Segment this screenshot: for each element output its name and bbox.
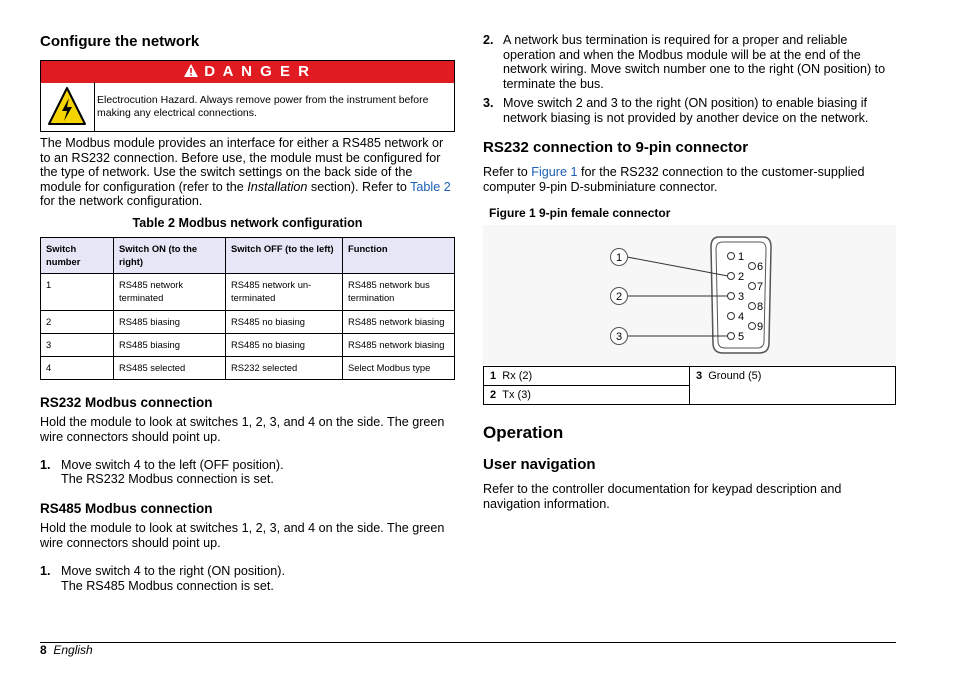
table-cell: RS485 network bus termination: [343, 274, 455, 311]
pin-label-9: 9: [757, 321, 764, 333]
pin-3-hole: [728, 293, 735, 300]
legend-cell: [484, 367, 690, 386]
legend-row: [484, 367, 896, 386]
pin-label-5: 5: [738, 331, 745, 343]
user-navigation-paragraph: Refer to the controller documentation for keypad description and navigation information.: [483, 482, 842, 511]
table-row: [41, 357, 455, 380]
table-cell: RS485 selected: [114, 357, 226, 380]
table-cell: RS485 biasing: [114, 334, 226, 357]
table-cell: RS485 no biasing: [226, 311, 343, 334]
table-row: [41, 334, 455, 357]
connector-figure: [483, 225, 896, 365]
modbus-config-table: [40, 237, 455, 380]
danger-bar: [41, 61, 454, 83]
rs232-step-number: 1.: [40, 458, 51, 472]
step3-text: Move switch 2 and 3 to the right (ON position) to enable biasing if network biasing is not provided by another device on the network.: [503, 96, 869, 125]
pin-label-4: 4: [738, 311, 745, 323]
figure1-link[interactable]: Figure 1: [531, 165, 578, 179]
step2-number: 2.: [483, 33, 494, 47]
operation-heading: Operation: [483, 423, 564, 442]
page-number: 8: [40, 643, 47, 657]
table-header: Switch ON (to the right): [114, 238, 226, 274]
callout-label-2: 2: [615, 291, 623, 303]
table-cell: RS485 biasing: [114, 311, 226, 334]
table-cell: 3: [41, 334, 114, 357]
legend-number: 1: [490, 370, 497, 382]
table2-link[interactable]: Table 2: [410, 179, 451, 194]
table-cell: RS485 no biasing: [226, 334, 343, 357]
user-navigation-heading: User navigation: [483, 456, 596, 473]
table-cell: 1: [41, 274, 114, 311]
table-cell: RS485 network biasing: [343, 334, 455, 357]
table-row: [41, 311, 455, 334]
electric-hazard-cell: [41, 82, 95, 131]
pin-1-hole: [728, 253, 735, 260]
refer-text-1: Refer to: [483, 165, 532, 179]
rs485-result: The RS485 Modbus connection is set.: [61, 579, 274, 593]
intro-text-1: The Modbus module provides an interface for either a RS485 network or to an RS232 connection. Before use, the module must be configured for the type of network. Use the switch settings on the back side of the module for configuration (refer to the: [40, 136, 444, 194]
legend-label: Rx (2): [502, 370, 533, 382]
warning-icon: [184, 61, 198, 83]
refer-text-2: for the RS232 connection to the customer-supplied computer 9-pin D-subminiature connector.: [483, 165, 865, 194]
footer-language: English: [53, 643, 93, 657]
pin-label-7: 7: [757, 281, 764, 293]
pin-9-hole: [749, 323, 756, 330]
danger-box: [40, 60, 455, 132]
figure-caption: Figure 1 9-pin female connector: [489, 206, 671, 220]
intro-text-3: for the network configuration.: [40, 194, 203, 209]
table-header: Switch number: [41, 238, 114, 274]
rs485-step: Move switch 4 to the right (ON position).: [61, 564, 285, 578]
legend-number: 2: [490, 389, 497, 401]
rs485-modbus-heading: RS485 Modbus connection: [40, 501, 213, 516]
pin-label-6: 6: [757, 261, 764, 273]
pin-4-hole: [728, 313, 735, 320]
refer-paragraph: [483, 165, 896, 194]
danger-text: Electrocution Hazard. Always remove power from the instrument before making any electrical connections.: [97, 94, 429, 119]
table-header: Function: [343, 238, 455, 274]
connector-diagram: [483, 225, 896, 365]
table-header: Switch OFF (to the left): [226, 238, 343, 274]
intro-italic: Installation: [247, 179, 308, 194]
table-cell: RS232 selected: [226, 357, 343, 380]
rs485-step-number: 1.: [40, 564, 51, 578]
rs232-connection-heading: RS232 connection to 9-pin connector: [483, 139, 749, 156]
table-header-row: [41, 238, 455, 274]
pin-6-hole: [749, 263, 756, 270]
rs232-modbus-heading: RS232 Modbus connection: [40, 395, 213, 410]
rs232-step: Move switch 4 to the left (OFF position).: [61, 458, 284, 472]
configure-network-heading: Configure the network: [40, 33, 200, 50]
table-cell: Select Modbus type: [343, 357, 455, 380]
pin-legend-table: [483, 366, 896, 405]
callout-label-1: 1: [615, 252, 623, 264]
table-cell: RS485 network biasing: [343, 311, 455, 334]
pin-label-8: 8: [757, 301, 764, 313]
table-cell: RS485 network terminated: [114, 274, 226, 311]
danger-label: D A N G E R: [204, 63, 311, 80]
legend-label: Ground (5): [708, 370, 762, 382]
table-cell: 2: [41, 311, 114, 334]
rs232-result: The RS232 Modbus connection is set.: [61, 472, 274, 486]
table-cell: RS485 network un-terminated: [226, 274, 343, 311]
footer-rule: [40, 642, 896, 643]
pin-5-hole: [728, 333, 735, 340]
legend-label: Tx (3): [502, 389, 531, 401]
pin-label-3: 3: [738, 291, 745, 303]
footer: [40, 643, 93, 657]
intro-text-2: section). Refer to: [307, 179, 411, 194]
rs485-paragraph: Hold the module to look at switches 1, 2, 3, and 4 on the side. The green wire connectors should point up.: [40, 521, 445, 550]
intro-paragraph: [40, 136, 455, 209]
step3-number: 3.: [483, 96, 494, 110]
legend-number: 3: [696, 370, 703, 382]
pin-label-2: 2: [738, 271, 745, 283]
legend-cell: [484, 386, 690, 405]
callout-label-3: 3: [615, 331, 623, 343]
table-cell: 4: [41, 357, 114, 380]
pin-2-hole: [728, 273, 735, 280]
step2-text: A network bus termination is required for a proper and reliable operation and when the Modbus module will be at the end of the network wiring. Move switch number one to the right (ON position) to terminate the bus.: [503, 33, 886, 91]
table-caption: Table 2 Modbus network configuration: [132, 216, 363, 230]
table-row: [41, 274, 455, 311]
pin-label-1: 1: [738, 251, 745, 263]
pin-8-hole: [749, 303, 756, 310]
legend-cell: [690, 367, 896, 405]
pin-7-hole: [749, 283, 756, 290]
rs232-paragraph: Hold the module to look at switches 1, 2, 3, and 4 on the side. The green wire connectors should point up.: [40, 415, 445, 444]
